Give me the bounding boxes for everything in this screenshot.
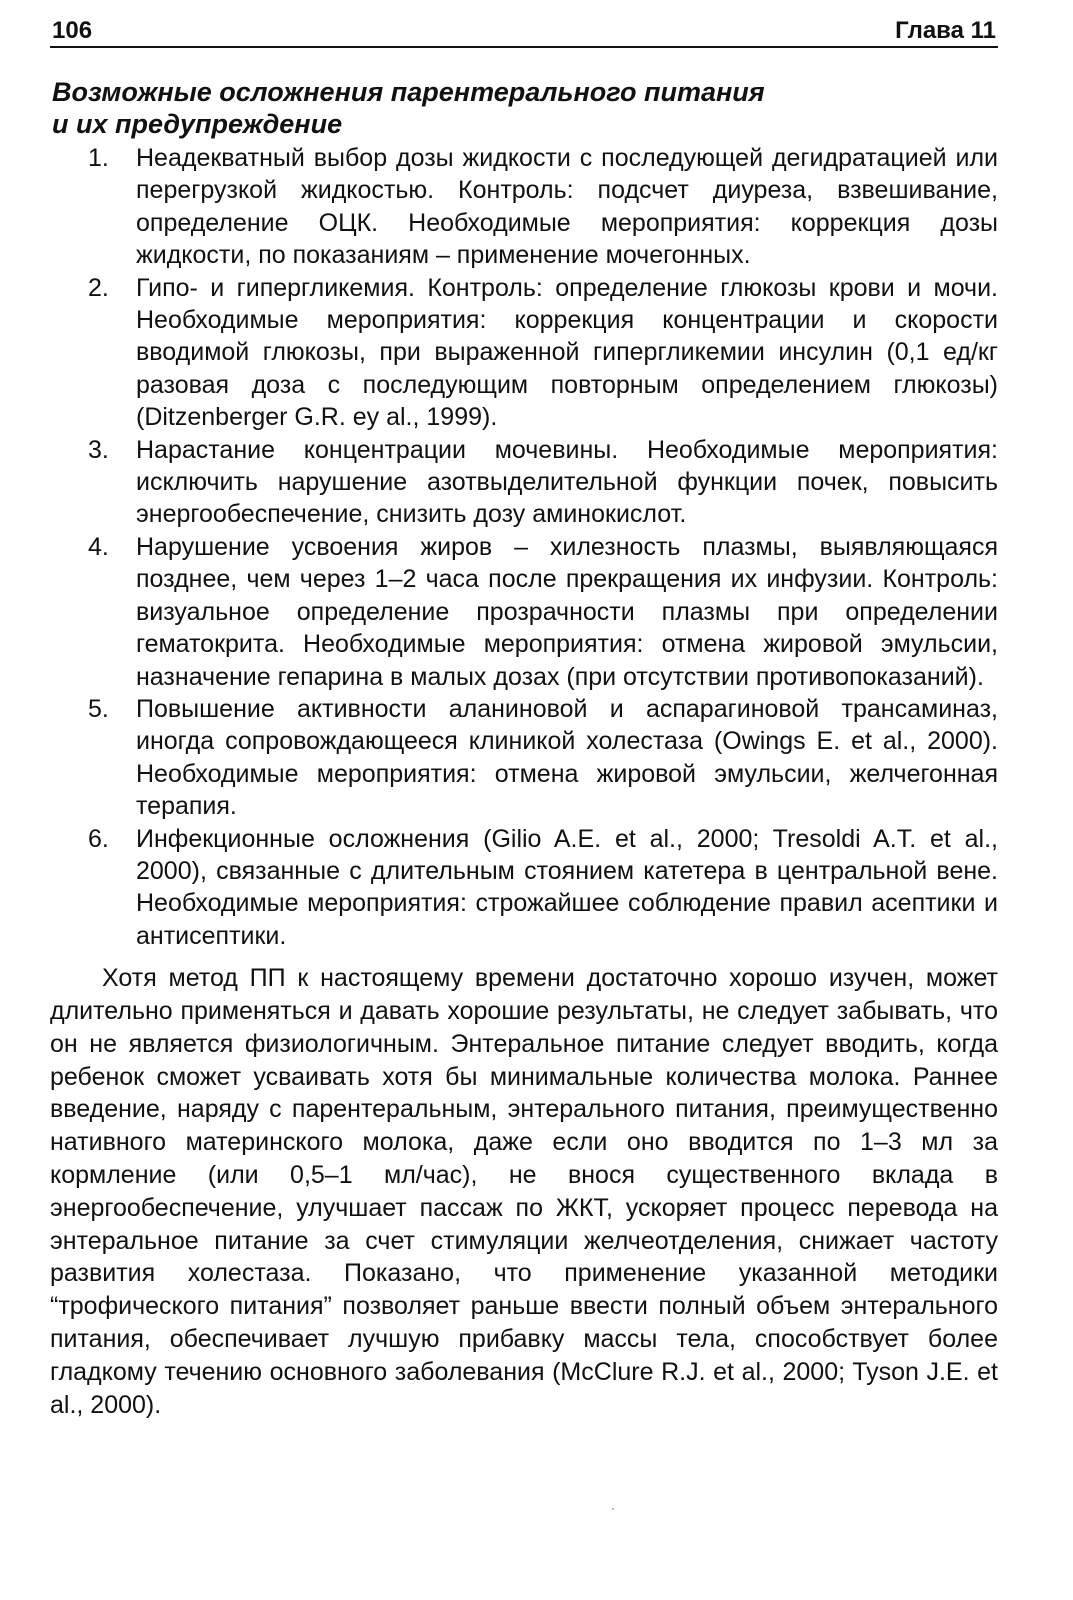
list-item xyxy=(50,531,998,693)
section-heading-line-1: Возможные осложнения парентерального питания xyxy=(52,77,765,107)
list-item-number: 1. xyxy=(88,144,109,172)
book-page xyxy=(50,12,998,1421)
complications-list xyxy=(50,142,998,952)
list-item xyxy=(50,693,998,823)
list-item-text: Неадекватный выбор дозы жидкости с последующей дегидратацией или перегрузкой жидкостью. Контроль: подсчет диуреза, взвешивание, определение ОЦК. Необходимые мероприятия: коррекция дозы жидкости, по показаниям – применение мочегонных. xyxy=(136,144,998,270)
list-item-number: 5. xyxy=(88,694,109,723)
section-heading xyxy=(52,76,998,140)
list-item xyxy=(50,142,998,272)
scan-speck xyxy=(612,1508,614,1510)
list-item-text: Повышение активности аланиновой и аспарагиновой трансаминаз, иногда сопровождающееся клиникой холестаза (Owings E. et al., 2000). Необходимые мероприятия: отмена жировой эмульсии, желчегонная терапия. xyxy=(136,694,998,821)
list-item xyxy=(50,823,998,953)
chapter-title: Глава 11 xyxy=(895,17,996,44)
list-item-text: Нарушение усвоения жиров – хилезность плазмы, выявляющаяся позднее, чем через 1–2 часа после прекращения их инфузии. Контроль: визуальное определение прозрачности плазмы при определении гематокрита. Необходимые мероприятия: отмена жировой эмульсии, назначение гепарина в малых дозах (при отсутствии противопоказаний). xyxy=(136,532,998,691)
list-item-number: 3. xyxy=(88,435,109,464)
list-item-number: 2. xyxy=(88,273,109,302)
section-heading-line-2: и их предупреждение xyxy=(52,109,343,139)
list-item-number: 4. xyxy=(88,532,109,561)
page-number: 106 xyxy=(52,17,93,44)
list-item-text: Инфекционные осложнения (Gilio A.E. et al., 2000; Tresoldi A.T. et al., 2000), связанные с длительным стоянием катетера в центральной вене. Необходимые мероприятия: строжайшее соблюдение правил асептики и антисептики. xyxy=(136,824,998,950)
body-paragraph: Хотя метод ПП к настоящему времени достаточно хорошо изучен, может длительно применяться и давать хорошие результаты, не следует забывать, что он не является физиологичным. Энтеральное питание следует вводить, когда ребенок сможет усваивать хотя бы минимальные количества молока. Раннее введение, наряду с парентеральным, энтерального питания, преимущественно нативного материнского молока, даже если оно вводится по 1–3 мл за кормление (или 0,5–1 мл/час), не внося существенного вклада в энергообеспечение, улучшает пассаж по ЖКТ, ускоряет процесс перевода на энтеральное питание за счет стимуляции желчеотделения, снижает частоту развития холестаза. Показано, что применение указанной методики “трофического питания” позволяет раньше ввести полный объем энтерального питания, обеспечивает лучшую прибавку массы тела, способствует более гладкому течению основного заболевания (McClure R.J. et al., 2000; Tyson J.E. et al., 2000). xyxy=(50,964,998,1419)
list-item-text: Нарастание концентрации мочевины. Необходимые мероприятия: исключить нарушение азотвыделительной функции почек, повысить энергообеспечение, снизить дозу аминокислот. xyxy=(136,435,998,529)
list-item xyxy=(50,434,998,531)
list-item-number: 6. xyxy=(88,824,109,853)
list-item-text: Гипо- и гипергликемия. Контроль: определение глюкозы крови и мочи. Необходимые мероприятия: коррекция концентрации и скорости вводимой глюкозы, при выраженной гипергликемии инсулин (0,1 ед/кг разовая доза с последующим повторным определением глюкозы) (Ditzenberger G.R. ey al., 1999). xyxy=(136,273,998,432)
running-header xyxy=(50,12,998,48)
list-item xyxy=(50,272,998,434)
